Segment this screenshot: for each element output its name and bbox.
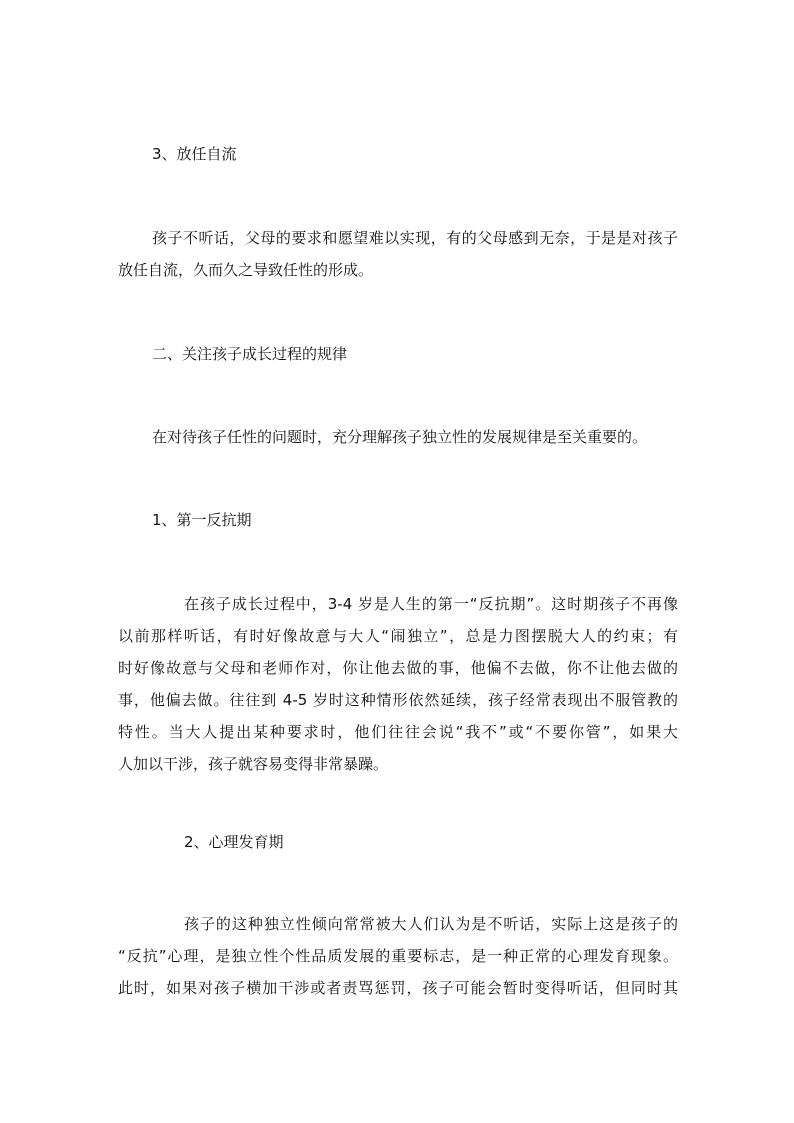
section-3-paragraph-line: 孩子不听话，父母的要求和愿望难以实现，有的父母感到无奈，于是是对孩子	[152, 229, 678, 247]
subsection-1-paragraph-line: 在孩子成长过程中，3-4 岁是人生的第一“反抗期”。这时期孩子不再像	[184, 595, 678, 613]
subsection-1-paragraph-line: 人加以干涉，孩子就容易变得非常暴躁。	[118, 755, 389, 773]
subsection-2-paragraph-line: 此时，如果对孩子横加干涉或者责骂惩罚，孩子可能会暂时变得听话，但同时其	[118, 979, 678, 997]
part-2-heading: 二、关注孩子成长过程的规律	[152, 345, 348, 363]
subsection-1-paragraph-line: 时好像故意与父母和老师作对，你让他去做的事，他偏不去做，你不让他去做的	[118, 659, 678, 677]
subsection-2-paragraph-line: “反抗”心理，是独立性个性品质发展的重要标志，是一种正常的心理发育现象。	[118, 947, 678, 965]
subsection-2-paragraph-line: 孩子的这种独立性倾向常常被大人们认为是不听话，实际上这是孩子的	[184, 915, 678, 933]
section-3-heading: 3、放任自流	[152, 145, 237, 163]
subsection-2-heading: 2、心理发育期	[184, 833, 284, 851]
section-3-paragraph-line: 放任自流，久而久之导致任性的形成。	[118, 261, 374, 279]
subsection-1-heading: 1、第一反抗期	[152, 511, 252, 529]
subsection-1-paragraph-line: 特性。当大人提出某种要求时，他们往往会说“我不”或“不要你管”，如果大	[118, 723, 678, 741]
subsection-1-paragraph-line: 以前那样听话，有时好像故意与大人“闹独立”，总是力图摆脱大人的约束；有	[118, 627, 678, 645]
part-2-intro: 在对待孩子任性的问题时，充分理解孩子独立性的发展规律是至关重要的。	[152, 428, 648, 446]
subsection-1-paragraph-line: 事，他偏去做。往往到 4-5 岁时这种情形依然延续，孩子经常表现出不服管教的	[118, 691, 678, 709]
